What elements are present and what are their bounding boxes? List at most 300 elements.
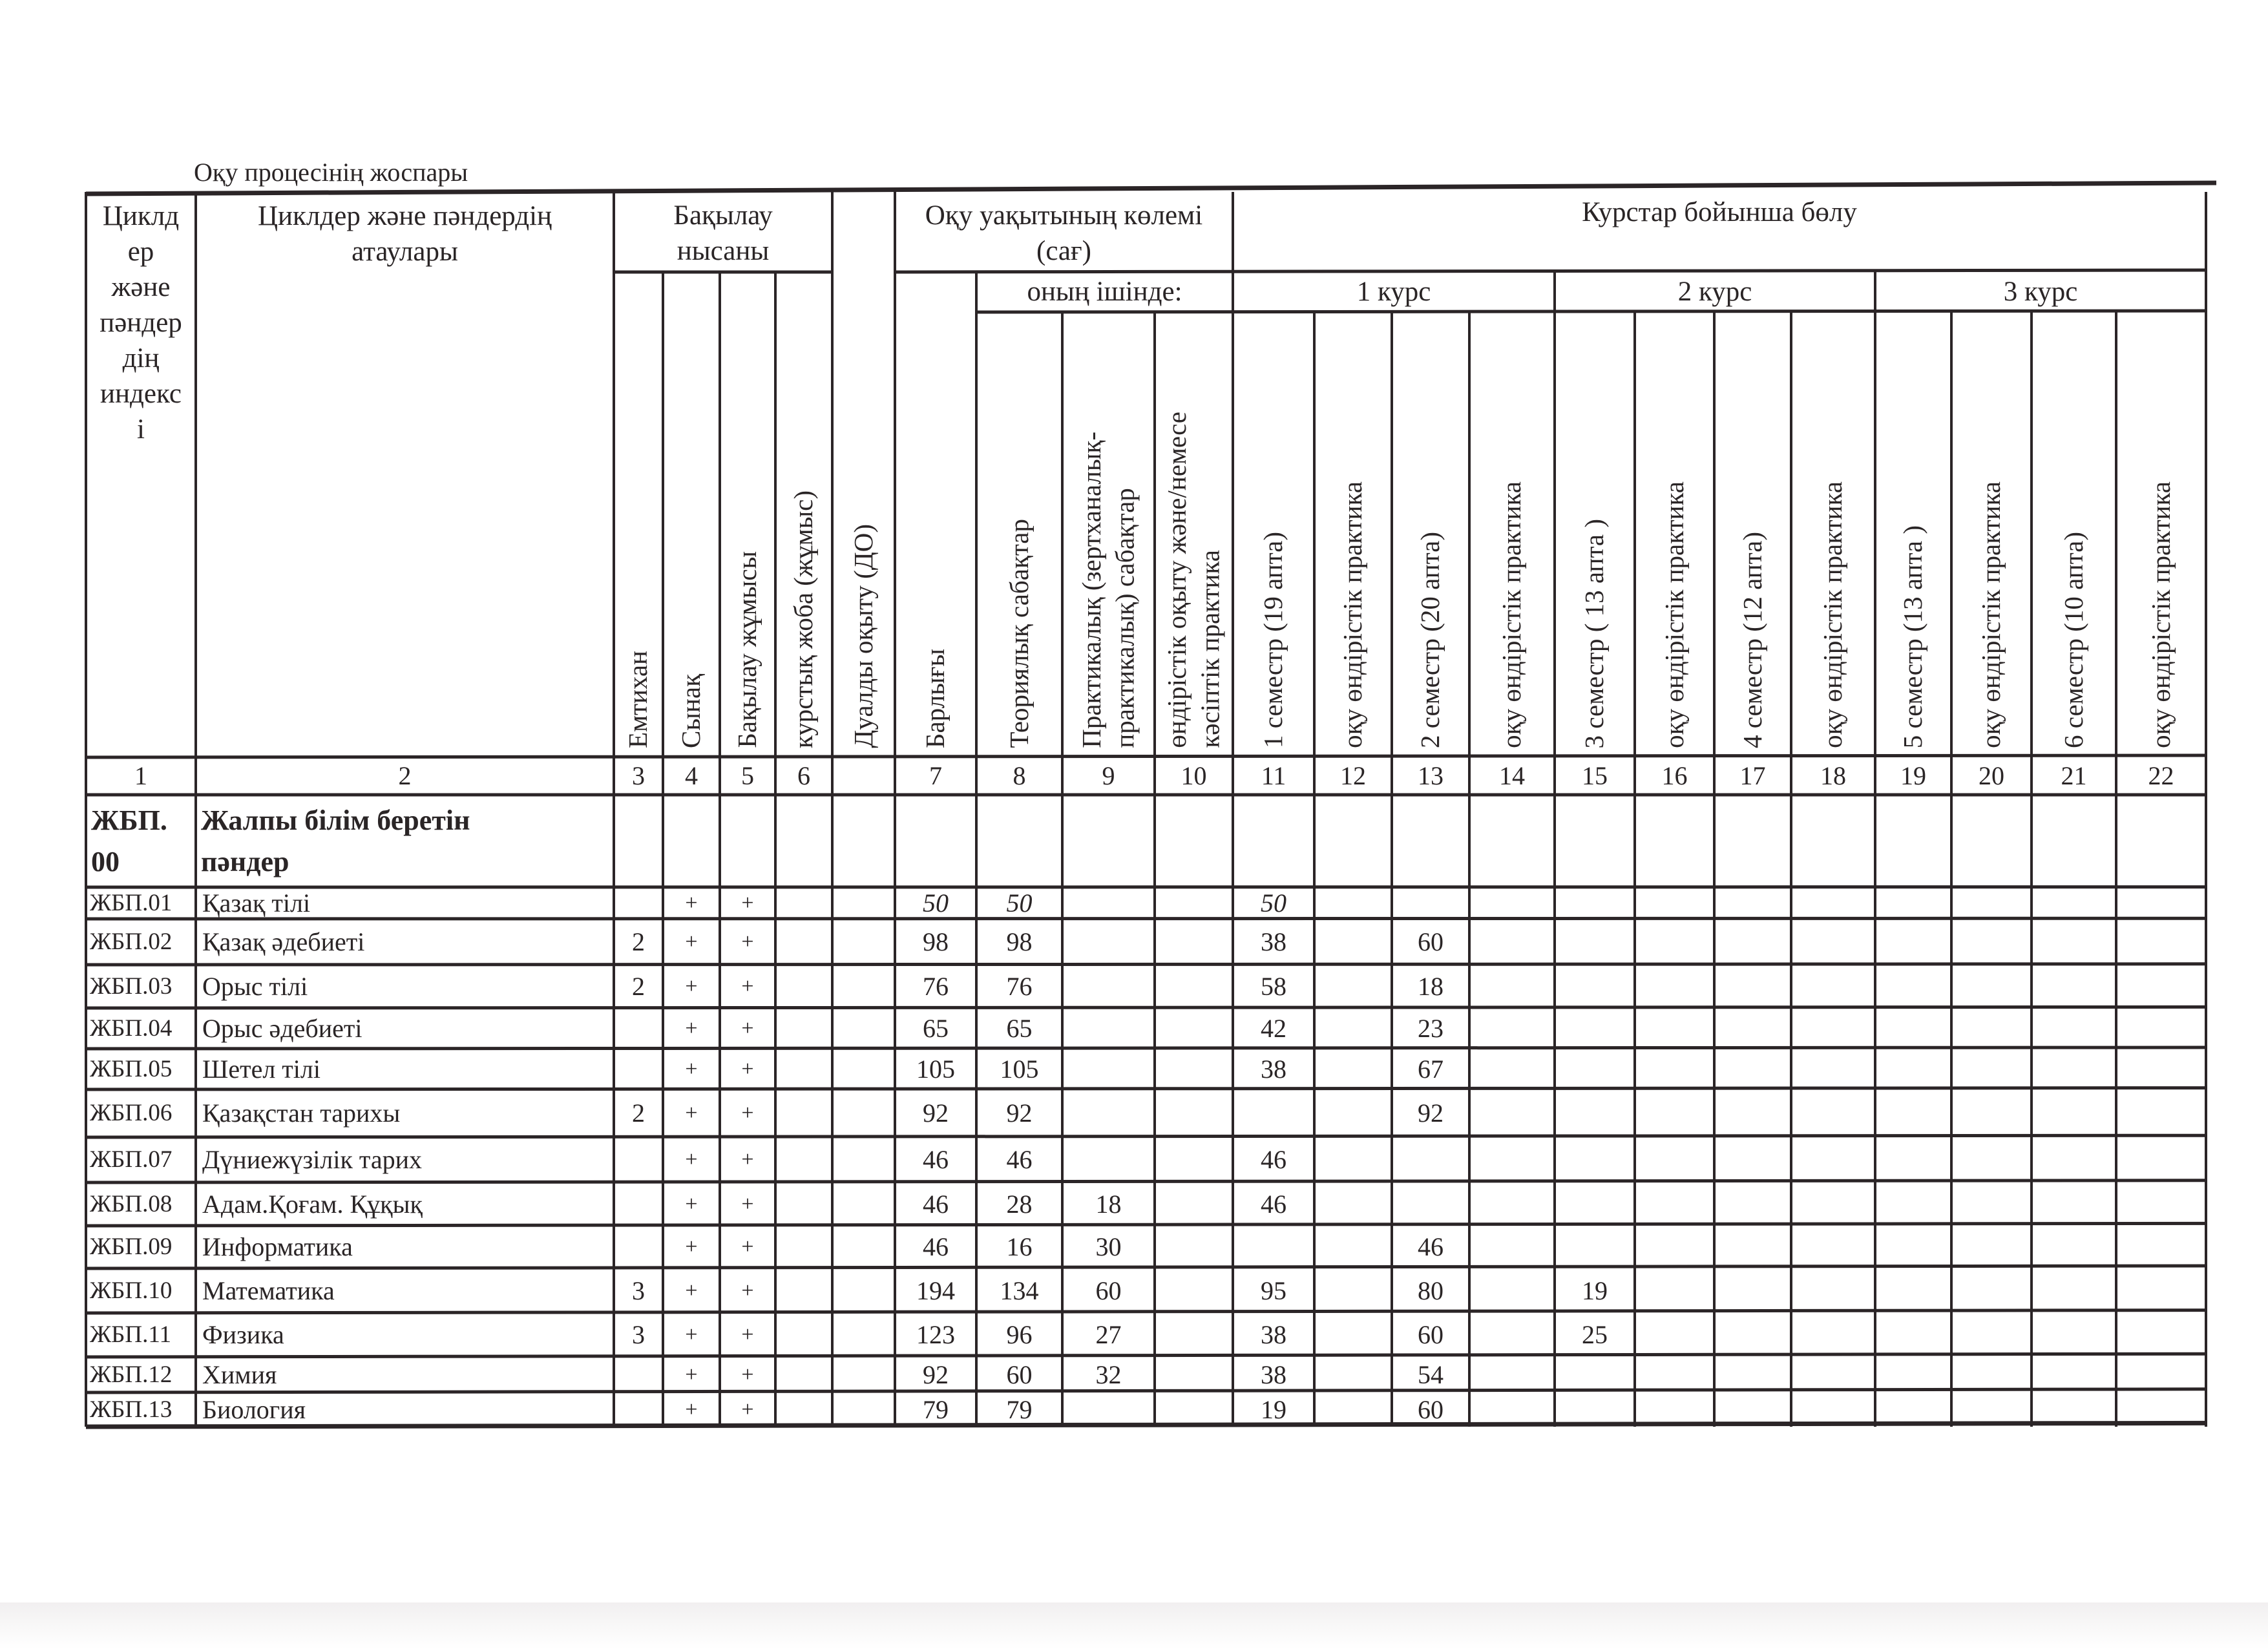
table-cell: 46 [1006, 1145, 1033, 1175]
table-cell [775, 1392, 832, 1427]
table-cell: 23 [1418, 1013, 1444, 1043]
table-cell [1314, 1357, 1392, 1392]
including-col-header: өндірістік оқыту және/немесе кәсіптік практика [1162, 412, 1225, 748]
table-cell [2032, 965, 2116, 1008]
table-cell [1555, 1226, 1635, 1268]
table-cell [1314, 1268, 1392, 1313]
table-cell [1555, 1049, 1635, 1089]
column-number: 5 [741, 761, 754, 791]
table-cell [1951, 1049, 2032, 1089]
study-volume-header: Оқу уақытының көлемі (сағ) [925, 200, 1203, 266]
subject-name: Информатика [202, 1232, 353, 1262]
table-cell: 2 [632, 1098, 645, 1128]
subject-name: Биология [202, 1394, 306, 1424]
table-cell: 50 [923, 888, 949, 918]
semester-col-header: оқу өндірістік практика [1496, 481, 1527, 748]
semester-col-header-cell [1875, 312, 1951, 748]
subject-name: Қазақстан тарихы [202, 1098, 401, 1128]
table-cell [614, 1049, 663, 1089]
index-column-header: Циклд ер және пәндер дің индекс і [100, 201, 182, 445]
table-cell [614, 1392, 663, 1427]
table-cell [1392, 887, 1469, 919]
table-cell [832, 1268, 895, 1313]
table-cell [1062, 1049, 1155, 1089]
table-cell [2116, 1182, 2206, 1226]
table-cell [1469, 1089, 1555, 1137]
semester-col-header: оқу өндірістік практика [1338, 481, 1368, 748]
semester-col-header-cell [1714, 312, 1791, 748]
subject-name: Физика [202, 1320, 284, 1350]
including-col-header-cell [976, 312, 1062, 748]
table-cell: + [685, 1235, 698, 1259]
including-col-header: Практикалық (зертханалық- практикалық) сабақтар [1076, 432, 1140, 748]
table-cell: 25 [1582, 1320, 1608, 1350]
table-cell [775, 1089, 832, 1137]
table-cell [832, 1226, 895, 1268]
table-cell: 46 [923, 1145, 949, 1175]
table-cell [832, 1089, 895, 1137]
semester-col-header: 6 семестр (10 апта) [2058, 532, 2088, 748]
table-cell [775, 1226, 832, 1268]
table-cell: 46 [923, 1232, 949, 1262]
table-cell [1314, 1392, 1392, 1427]
table-cell [614, 1357, 663, 1392]
table-cell [1635, 1313, 1714, 1357]
table-cell [2032, 1182, 2116, 1226]
table-cell [614, 1226, 663, 1268]
table-cell [1791, 1226, 1875, 1268]
subject-name: Қазақ әдебиеті [202, 927, 365, 956]
table-cell: 65 [923, 1013, 949, 1043]
table-cell [1155, 1137, 1233, 1182]
table-cell [775, 1268, 832, 1313]
subject-index: ЖБП.11 [90, 1321, 171, 1349]
table-cell [1555, 965, 1635, 1008]
control-form-header: Бақылау нысаны [673, 200, 773, 266]
table-cell [775, 1357, 832, 1392]
table-cell [1635, 1357, 1714, 1392]
table-cell [1314, 919, 1392, 965]
table-cell [1635, 1089, 1714, 1137]
table-cell [1635, 887, 1714, 919]
column-number: 22 [2148, 761, 2174, 791]
table-cell [1791, 1008, 1875, 1049]
table-cell [2032, 1137, 2116, 1182]
control-col-header-cell [663, 272, 720, 748]
document-title: Оқу процесінің жоспары [194, 158, 468, 187]
table-cell [1469, 1357, 1555, 1392]
table-cell [1555, 1392, 1635, 1427]
table-cell [1555, 1008, 1635, 1049]
table-cell [2032, 1226, 2116, 1268]
column-number [832, 757, 895, 795]
subject-index: ЖБП.04 [90, 1014, 173, 1042]
table-cell [2116, 1357, 2206, 1392]
table-cell [1155, 887, 1233, 919]
table-cell: + [685, 1056, 698, 1081]
table-cell [1469, 887, 1555, 919]
table-cell [1951, 965, 2032, 1008]
column-number: 16 [1661, 761, 1688, 791]
table-cell: 60 [1418, 1320, 1444, 1350]
table-cell: 2 [632, 927, 645, 956]
table-cell: 19 [1582, 1276, 1608, 1305]
table-cell [1791, 919, 1875, 965]
table-cell [2116, 1392, 2206, 1427]
table-cell [1875, 1008, 1951, 1049]
table-cell [2116, 1049, 2206, 1089]
table-cell [1314, 1313, 1392, 1357]
table-cell: 60 [1418, 1394, 1444, 1424]
table-cell [1875, 1313, 1951, 1357]
table-cell [1062, 887, 1155, 919]
table-cell [1314, 1226, 1392, 1268]
course-distribution-header: Курстар бойынша бөлу [1582, 197, 1857, 227]
table-cell [1875, 1182, 1951, 1226]
semester-col-header: оқу өндірістік практика [1976, 481, 2006, 748]
column-number: 2 [398, 761, 412, 791]
table-cell [1714, 1089, 1791, 1137]
column-number: 10 [1181, 761, 1207, 791]
column-number: 18 [1820, 761, 1846, 791]
table-cell: + [741, 1056, 754, 1081]
table-cell: 60 [1006, 1360, 1033, 1389]
table-cell [1714, 1049, 1791, 1089]
table-cell: 79 [1006, 1394, 1033, 1424]
table-cell [1155, 965, 1233, 1008]
table-cell: 58 [1261, 971, 1286, 1001]
table-cell: 19 [1261, 1394, 1286, 1424]
table-cell [1791, 887, 1875, 919]
table-cell [1555, 1137, 1635, 1182]
table-cell [1155, 1089, 1233, 1137]
table-cell: + [741, 974, 754, 998]
table-cell [1314, 1089, 1392, 1137]
table-cell [1314, 965, 1392, 1008]
table-cell [2116, 1268, 2206, 1313]
table-cell [2116, 965, 2206, 1008]
table-cell [2032, 1392, 2116, 1427]
table-cell [1951, 1357, 2032, 1392]
table-cell: 92 [1006, 1098, 1033, 1128]
table-cell: 16 [1006, 1232, 1033, 1262]
column-number: 15 [1582, 761, 1608, 791]
table-cell [1155, 1049, 1233, 1089]
table-cell [1155, 919, 1233, 965]
table-cell [1791, 1089, 1875, 1137]
semester-col-header: оқу өндірістік практика [1659, 481, 1689, 748]
table-cell [775, 1049, 832, 1089]
column-number: 6 [797, 761, 810, 791]
control-col-header: Емтихан [623, 651, 653, 748]
semester-col-header-cell [1791, 312, 1875, 748]
table-cell [1233, 1226, 1314, 1268]
table-cell [2116, 1008, 2206, 1049]
subject-name: Шетел тілі [202, 1054, 320, 1084]
table-cell [1635, 1182, 1714, 1226]
table-cell: 105 [1000, 1054, 1039, 1084]
table-cell [2032, 1268, 2116, 1313]
table-cell: + [685, 1397, 698, 1422]
course-3-header: 3 курс [2003, 277, 2078, 308]
column-number: 4 [685, 761, 698, 791]
table-cell [2116, 1226, 2206, 1268]
semester-col-header-cell [1555, 312, 1635, 748]
table-cell [1951, 887, 2032, 919]
table-cell [1635, 1226, 1714, 1268]
table-cell [1635, 1137, 1714, 1182]
table-top-rule [86, 183, 2216, 194]
table-cell: + [741, 1397, 754, 1422]
table-cell [1469, 1313, 1555, 1357]
table-cell [1555, 1182, 1635, 1226]
section-index: ЖБП. 00 [91, 804, 167, 877]
table-cell [1555, 887, 1635, 919]
table-cell [1469, 1392, 1555, 1427]
table-cell [1635, 1268, 1714, 1313]
table-cell [1951, 1313, 2032, 1357]
table-cell [1469, 1049, 1555, 1089]
table-cell [1635, 1049, 1714, 1089]
table-cell: 50 [1006, 888, 1033, 918]
table-cell [1155, 1392, 1233, 1427]
table-cell [1951, 1089, 2032, 1137]
table-cell [1635, 965, 1714, 1008]
subject-name: Қазақ тілі [202, 888, 311, 918]
table-cell [1635, 1008, 1714, 1049]
table-cell [1714, 1357, 1791, 1392]
table-cell [1714, 1392, 1791, 1427]
semester-col-header-cell [1392, 312, 1469, 748]
table-cell [775, 965, 832, 1008]
table-cell [1062, 1089, 1155, 1137]
subject-name: Математика [202, 1276, 335, 1305]
table-cell [1875, 1268, 1951, 1313]
table-cell: + [741, 1192, 754, 1216]
table-cell [832, 919, 895, 965]
table-cell: 38 [1261, 1360, 1286, 1389]
table-cell [832, 1137, 895, 1182]
table-cell [1951, 1392, 2032, 1427]
dual-training-header-cell [832, 192, 895, 748]
table-cell [1714, 1226, 1791, 1268]
table-cell: + [741, 929, 754, 954]
table-cell [2032, 1357, 2116, 1392]
table-cell: 30 [1095, 1232, 1122, 1262]
column-number: 20 [1979, 761, 2004, 791]
semester-col-header-cell [1635, 312, 1714, 748]
table-cell: 92 [923, 1360, 949, 1389]
table-cell [1791, 1049, 1875, 1089]
table-cell [1635, 1392, 1714, 1427]
table-cell [1791, 1313, 1875, 1357]
table-cell [1314, 1008, 1392, 1049]
table-cell [1469, 1137, 1555, 1182]
table-cell: 32 [1095, 1360, 1122, 1389]
table-cell [1714, 1268, 1791, 1313]
subject-index: ЖБП.01 [90, 889, 173, 916]
table-cell: + [741, 1235, 754, 1259]
table-cell: 76 [1006, 971, 1033, 1001]
table-cell [1714, 919, 1791, 965]
table-cell: 98 [1006, 927, 1033, 956]
control-col-header-cell [614, 272, 663, 748]
table-cell [1314, 1049, 1392, 1089]
table-cell [2032, 919, 2116, 965]
table-cell [1791, 1137, 1875, 1182]
table-cell: + [741, 1101, 754, 1126]
table-cell: + [685, 1016, 698, 1040]
table-cell [1875, 1137, 1951, 1182]
table-cell: 50 [1261, 888, 1286, 918]
table-cell: + [741, 1016, 754, 1040]
table-cell [1875, 1226, 1951, 1268]
table-cell: + [685, 1278, 698, 1303]
subject-name: Орыс әдебиеті [202, 1013, 362, 1043]
table-cell [614, 1182, 663, 1226]
table-cell: 3 [632, 1276, 645, 1305]
subject-name: Дүниежүзілік тарих [202, 1145, 423, 1175]
semester-col-header-cell [1951, 312, 2032, 748]
table-cell: 46 [923, 1189, 949, 1219]
name-column-header: Циклдер және пәндердің атаулары [257, 201, 552, 268]
including-col-header: Теориялық сабақтар [1003, 519, 1034, 748]
table-cell [1062, 965, 1155, 1008]
semester-col-header: 1 семестр (19 апта) [1258, 532, 1288, 748]
table-cell [1155, 1313, 1233, 1357]
column-number: 3 [632, 761, 645, 791]
table-cell [775, 887, 832, 919]
table-cell [2116, 1137, 2206, 1182]
table-cell: 27 [1095, 1320, 1122, 1350]
table-cell: 46 [1261, 1189, 1286, 1219]
table-cell [1714, 1137, 1791, 1182]
table-cell: 79 [923, 1394, 949, 1424]
table-cell [1555, 1357, 1635, 1392]
subject-index: ЖБП.03 [90, 972, 173, 1000]
table-cell: 92 [923, 1098, 949, 1128]
subject-name: Орыс тілі [202, 971, 308, 1001]
table-cell [775, 1182, 832, 1226]
table-cell [1714, 1008, 1791, 1049]
table-cell [1875, 919, 1951, 965]
column-number: 12 [1340, 761, 1366, 791]
total-hours-header: Барлығы [920, 648, 950, 748]
table-cell [1392, 1137, 1469, 1182]
table-cell: + [685, 1323, 698, 1347]
table-cell: + [741, 890, 754, 915]
table-cell: 18 [1418, 971, 1444, 1001]
semester-col-header: 4 семестр (12 апта) [1737, 532, 1767, 748]
table-cell [832, 965, 895, 1008]
table-cell [1062, 1137, 1155, 1182]
control-col-header: Сынақ [676, 674, 706, 748]
table-cell [2032, 1049, 2116, 1089]
table-cell [1791, 1182, 1875, 1226]
including-header: оның ішінде: [1027, 277, 1182, 308]
table-cell: 3 [632, 1320, 645, 1350]
table-cell [614, 1137, 663, 1182]
table-cell [832, 1049, 895, 1089]
table-cell [1951, 1008, 2032, 1049]
table-cell [1469, 919, 1555, 965]
table-cell: 194 [916, 1276, 955, 1305]
column-number: 11 [1261, 761, 1286, 791]
semester-col-header-cell [1233, 312, 1314, 748]
column-number: 9 [1102, 761, 1115, 791]
table-cell: 38 [1261, 927, 1286, 956]
subject-index: ЖБП.02 [90, 928, 173, 955]
table-cell: 96 [1006, 1320, 1033, 1350]
semester-col-header: 5 семестр (13 апта ) [1898, 525, 1928, 748]
subject-index: ЖБП.09 [90, 1234, 173, 1261]
table-cell [2116, 887, 2206, 919]
table-cell: + [685, 929, 698, 954]
table-cell [2032, 1313, 2116, 1357]
control-col-header: Бақылау жұмысы [732, 551, 762, 748]
table-cell [1875, 1392, 1951, 1427]
table-cell [2116, 1089, 2206, 1137]
table-cell: + [685, 1101, 698, 1126]
table-cell [2032, 1008, 2116, 1049]
table-cell [614, 1008, 663, 1049]
table-cell [1791, 1357, 1875, 1392]
table-cell [832, 1392, 895, 1427]
table-cell: 80 [1418, 1276, 1444, 1305]
table-cell [1714, 1313, 1791, 1357]
table-cell: + [741, 1323, 754, 1347]
table-cell [1062, 1392, 1155, 1427]
column-number: 1 [134, 761, 147, 791]
table-cell [1155, 1357, 1233, 1392]
table-cell [1951, 1182, 2032, 1226]
table-cell: + [685, 974, 698, 998]
column-number: 7 [929, 761, 942, 791]
table-cell [1469, 1008, 1555, 1049]
table-cell [1875, 965, 1951, 1008]
table-cell [1469, 965, 1555, 1008]
table-cell [1155, 1226, 1233, 1268]
control-col-header-cell [775, 272, 832, 748]
course-1-header: 1 курс [1356, 277, 1431, 308]
table-cell [1714, 887, 1791, 919]
table-cell: 46 [1261, 1145, 1286, 1175]
semester-col-header-cell [2032, 312, 2116, 748]
column-number: 8 [1013, 761, 1026, 791]
table-cell: + [741, 1278, 754, 1303]
table-cell: 38 [1261, 1054, 1286, 1084]
table-cell [1062, 919, 1155, 965]
table-cell [1791, 965, 1875, 1008]
table-cell: 42 [1261, 1013, 1286, 1043]
dual-training-header: Дуалды оқыту (ДО) [848, 524, 878, 748]
table-cell: 2 [632, 971, 645, 1001]
table-cell [1951, 1137, 2032, 1182]
table-cell [1875, 1089, 1951, 1137]
table-cell [775, 1137, 832, 1182]
table-cell [1791, 1268, 1875, 1313]
table-cell [832, 1357, 895, 1392]
table-cell [1314, 1137, 1392, 1182]
table-cell: 54 [1418, 1360, 1444, 1389]
table-cell: 95 [1261, 1276, 1286, 1305]
table-cell [1155, 1268, 1233, 1313]
table-cell [1951, 1226, 2032, 1268]
section-name: Жалпы білім беретін пәндер [201, 804, 470, 877]
subject-index: ЖБП.05 [90, 1055, 173, 1082]
table-cell [1951, 919, 2032, 965]
column-number: 13 [1418, 761, 1444, 791]
